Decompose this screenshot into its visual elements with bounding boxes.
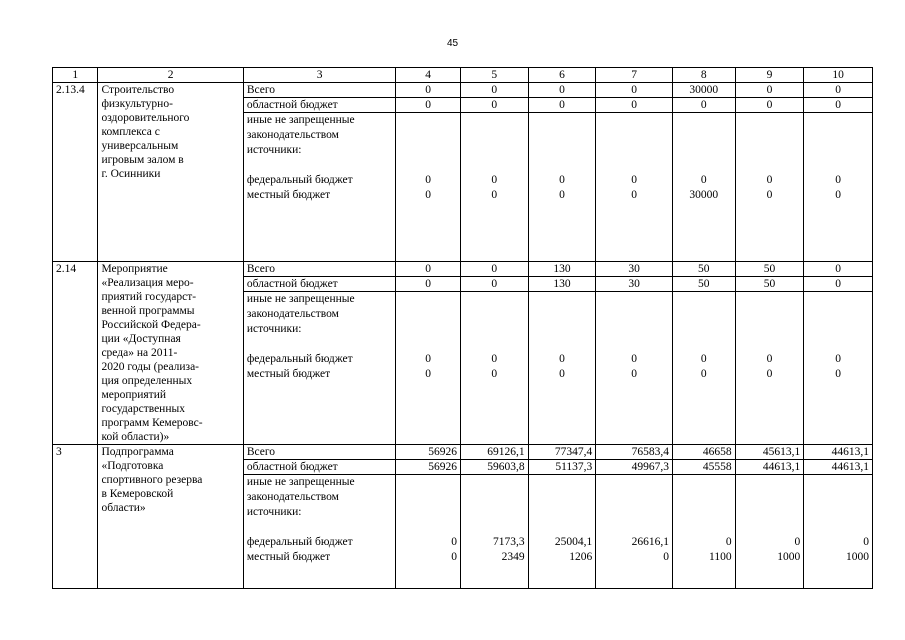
spacer [739,113,801,173]
other-sources-label [243,475,395,589]
spacer [399,113,457,173]
local-value: 0 [631,368,637,380]
value-cell [396,292,461,445]
section-name-line: программ Кемеровс- [101,417,203,429]
value-cell [460,113,528,262]
value-cell [735,113,804,262]
spacer [676,113,732,173]
section-name-line: универсальным [101,140,179,152]
value-cell [673,292,736,445]
federal-value: 0 [631,174,637,186]
total-row [53,262,873,277]
value-cell: 0 [396,277,461,292]
federal-value: 7173,3 [492,536,525,548]
local-value: 0 [631,189,637,201]
row-label: областной бюджет [243,277,395,292]
other-sources-line: источники: [246,144,302,156]
federal-label: федеральный бюджет [246,536,353,548]
spacer [532,113,593,173]
spacer [247,520,392,535]
value-cell: 44613,1 [804,460,873,475]
spacer [247,337,392,352]
page-number: 45 [446,38,459,49]
value-cell [528,113,596,262]
federal-value: 0 [725,536,732,548]
total-row [53,445,873,460]
header-cell: 2 [98,68,243,83]
value-cell [804,292,873,445]
value-cell [528,292,596,445]
value-cell: 51137,3 [528,460,596,475]
spacer [247,382,392,440]
section-name-line: мероприятий [101,389,167,401]
federal-label: федеральный бюджет [246,174,353,186]
federal-value: 0 [835,174,841,186]
value-cell [596,475,673,589]
local-label: местный бюджет [246,189,331,201]
federal-value: 0 [700,174,707,186]
header-cell: 9 [735,68,804,83]
spacer [247,158,392,173]
section-code: 3 [53,445,98,589]
value-cell: 30 [596,277,673,292]
value-cell: 0 [460,83,528,98]
value-cell [460,292,528,445]
local-label: местный бюджет [246,368,331,380]
value-cell [735,292,804,445]
spacer [807,292,869,352]
section-name [98,83,243,262]
federal-value: 0 [631,353,637,365]
value-cell [735,475,804,589]
row-label: Всего [243,83,395,98]
section-name-line: спортивного резерва [101,474,203,486]
total-row [53,83,873,98]
value-cell: 0 [804,83,873,98]
value-cell: 0 [596,83,673,98]
section-name-line: игровым залом в [101,154,184,166]
other-sources-label [243,292,395,445]
local-value: 2349 [501,551,525,563]
value-cell: 44613,1 [804,445,873,460]
local-value: 0 [766,368,773,380]
local-value: 30000 [689,189,719,201]
federal-value: 0 [559,353,565,365]
federal-value: 0 [559,174,565,186]
local-value: 1000 [777,551,801,563]
value-cell: 50 [673,277,736,292]
federal-value: 0 [700,353,707,365]
spacer [532,292,593,352]
federal-value: 25004,1 [554,536,593,548]
section-name-line: кой области)» [101,431,170,443]
header-cell: 8 [673,68,736,83]
spacer [739,292,801,352]
federal-value: 0 [425,174,432,186]
value-cell: 0 [735,83,804,98]
federal-value: 0 [766,353,773,365]
section-name-line: оздоровительного [101,112,190,124]
local-value: 0 [559,189,565,201]
value-cell [596,113,673,262]
row-label: областной бюджет [243,460,395,475]
value-cell: 50 [735,262,804,277]
spacer [676,292,732,352]
value-cell [596,292,673,445]
spacer [464,475,525,535]
federal-value: 0 [766,174,773,186]
value-cell: 44613,1 [735,460,804,475]
value-cell [528,475,596,589]
section-name-line: венной программы [101,305,195,317]
value-cell: 0 [396,83,461,98]
value-cell: 130 [528,262,596,277]
budget-table [52,67,873,589]
local-value: 0 [766,189,773,201]
value-cell [460,475,528,589]
section-name-line: 2020 годы (реализа- [101,361,200,373]
value-cell: 69126,1 [460,445,528,460]
federal-value: 0 [425,353,432,365]
section-name-line: Подпрограмма [101,446,174,458]
section-name-line: Российской Федера- [101,319,201,331]
section-name-line: среда» на 2011- [101,347,178,359]
value-cell [673,113,736,262]
value-cell: 50 [735,277,804,292]
header-cell: 3 [243,68,395,83]
value-cell: 30000 [673,83,736,98]
other-sources-line: законодательством [246,491,339,503]
local-value: 0 [700,368,707,380]
spacer [599,475,669,535]
header-cell: 6 [528,68,596,83]
value-cell: 0 [460,262,528,277]
value-cell [673,475,736,589]
other-sources-line: источники: [246,506,302,518]
other-sources-line: иные не запрещенные [246,114,355,126]
federal-value: 0 [794,536,801,548]
value-cell: 0 [528,83,596,98]
spacer [599,292,669,352]
value-cell [804,475,873,589]
value-cell: 0 [396,98,461,113]
header-row [53,68,873,83]
section-name-line: Мероприятие [101,263,168,275]
local-value: 0 [491,368,498,380]
value-cell: 76583,4 [596,445,673,460]
spacer [247,565,392,588]
federal-value: 0 [491,174,498,186]
federal-value: 26616,1 [631,536,669,548]
section-name-line: государственных [101,403,185,415]
value-cell: 45558 [673,460,736,475]
value-cell: 30 [596,262,673,277]
local-value: 0 [835,189,841,201]
value-cell: 0 [460,98,528,113]
spacer [464,292,525,352]
local-value: 1000 [846,551,869,563]
header-cell: 1 [53,68,98,83]
section-name [98,445,243,589]
section-code: 2.13.4 [53,83,98,262]
value-cell: 56926 [396,445,461,460]
section-name-line: физкультурно- [101,98,173,110]
value-cell: 50 [673,262,736,277]
other-sources-line: источники: [246,323,302,335]
local-value: 0 [451,551,457,563]
value-cell: 0 [460,277,528,292]
other-sources-line: иные не запрещенные [246,293,355,305]
value-cell: 0 [528,98,596,113]
local-value: 1206 [569,551,593,563]
section-name-line: «Подготовка [101,460,164,472]
section-name-line: области» [101,502,146,514]
federal-value: 0 [863,536,869,548]
local-value: 0 [491,189,498,201]
spacer [599,113,669,173]
row-label: Всего [243,262,395,277]
value-cell: 0 [804,262,873,277]
federal-value: 0 [491,353,498,365]
local-value: 0 [425,368,432,380]
section-name-line: ции «Доступная [101,333,181,345]
value-cell [396,475,461,589]
local-value: 0 [559,368,565,380]
header-cell: 7 [596,68,673,83]
value-cell: 59603,8 [460,460,528,475]
header-cell: 4 [396,68,461,83]
spacer [399,292,457,352]
other-sources-line: законодательством [246,129,339,141]
local-value: 0 [835,368,841,380]
spacer [807,475,869,535]
value-cell: 0 [804,98,873,113]
value-cell: 0 [396,262,461,277]
spacer [532,475,593,535]
spacer [739,475,801,535]
row-label: Всего [243,445,395,460]
row-label: областной бюджет [243,98,395,113]
spacer [676,475,732,535]
header-cell: 10 [804,68,873,83]
other-sources-label [243,113,395,262]
header-cell: 5 [460,68,528,83]
section-name-line: ция определенных [101,375,193,387]
local-label: местный бюджет [246,551,331,563]
value-cell [804,113,873,262]
section-name-line: «Реализация меро- [101,277,194,289]
section-name-line: приятий государст- [101,291,197,303]
local-value: 1100 [709,551,732,563]
section-name-line: Строительство [101,84,175,96]
federal-value: 0 [451,536,457,548]
value-cell: 49967,3 [596,460,673,475]
section-name-line: комплекса с [101,126,160,138]
value-cell: 130 [528,277,596,292]
section-name-line: в Кемеровской [101,488,174,500]
section-code: 2.14 [53,262,98,445]
value-cell: 46658 [673,445,736,460]
value-cell: 77347,4 [528,445,596,460]
other-sources-line: законодательством [246,308,339,320]
federal-label: федеральный бюджет [246,353,353,365]
federal-value: 0 [835,353,841,365]
value-cell: 45613,1 [735,445,804,460]
spacer [247,203,392,261]
section-name-line: г. Осинники [101,168,161,180]
spacer [807,113,869,173]
value-cell: 0 [673,98,736,113]
value-cell: 0 [735,98,804,113]
value-cell [396,113,461,262]
local-value: 0 [425,189,432,201]
value-cell: 0 [804,277,873,292]
local-value: 0 [663,551,669,563]
section-name [98,262,243,445]
spacer [464,113,525,173]
other-sources-line: иные не запрещенные [246,476,355,488]
value-cell: 0 [596,98,673,113]
value-cell: 56926 [396,460,461,475]
spacer [399,475,457,535]
